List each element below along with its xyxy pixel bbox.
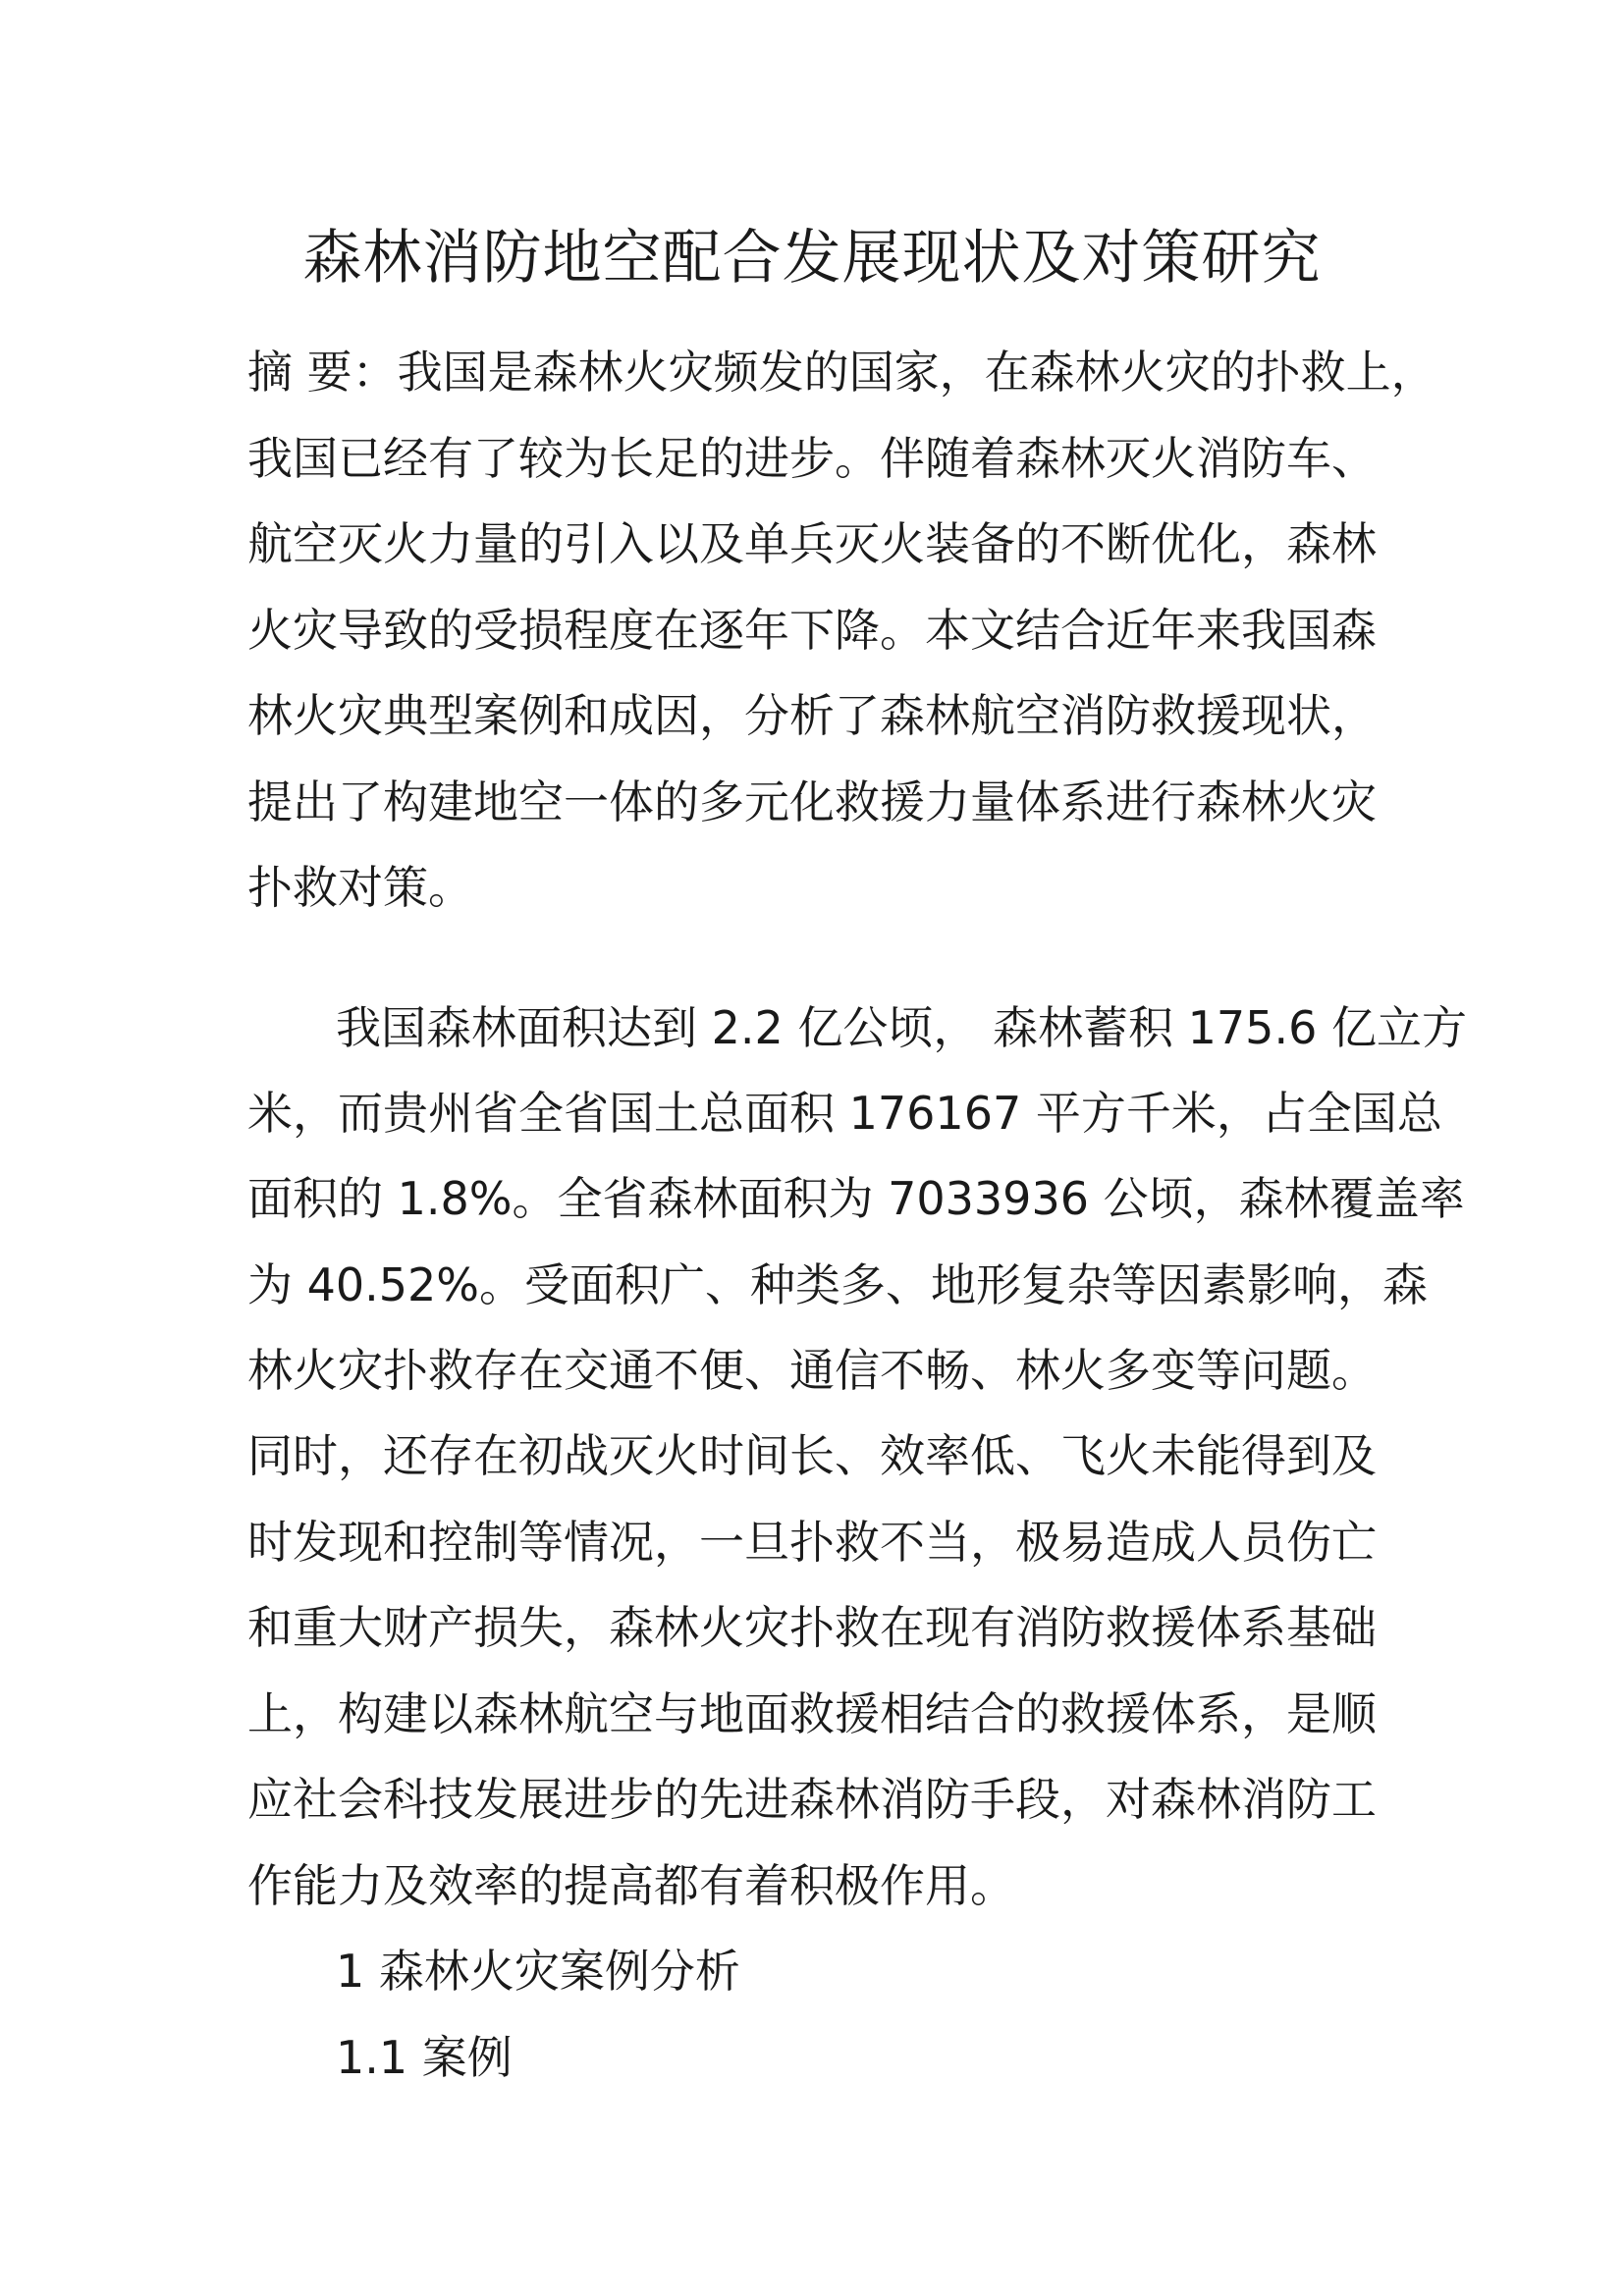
- abstract-line: 摘 要：我国是森林火灾频发的国家，在森林火灾的扑救上，: [247, 346, 1436, 399]
- intro-line: 面积的 1.8%。全省森林面积为 7033936 公顷，森林覆盖率: [247, 1172, 1465, 1225]
- document-title: 森林消防地空配合发展现状及对策研究: [302, 224, 1322, 293]
- abstract-line: 林火灾典型案例和成因，分析了森林航空消防救援现状，: [247, 689, 1377, 742]
- intro-line: 应社会科技发展进步的先进森林消防手段，对森林消防工: [247, 1773, 1377, 1826]
- intro-line: 时发现和控制等情况，一旦扑救不当，极易造成人员伤亡: [247, 1516, 1377, 1569]
- intro-line: 和重大财产损失，森林火灾扑救在现有消防救援体系基础: [247, 1601, 1377, 1654]
- intro-line: 作能力及效率的提高都有着积极作用。: [247, 1859, 1015, 1912]
- intro-line: 我国森林面积达到 2.2 亿公顷， 森林蓄积 175.6 亿立方: [336, 1001, 1467, 1054]
- intro-line: 米，而贵州省全省国土总面积 176167 平方千米，占全国总: [247, 1087, 1442, 1140]
- section-heading: 1 森林火灾案例分析: [336, 1945, 740, 1998]
- abstract-line: 我国已经有了较为长足的进步。伴随着森林灭火消防车、: [247, 432, 1377, 485]
- intro-line: 上，构建以森林航空与地面救援相结合的救援体系，是顺: [247, 1687, 1377, 1740]
- intro-line: 同时，还存在初战灭火时间长、效率低、飞火未能得到及: [247, 1429, 1377, 1482]
- abstract-line: 火灾导致的受损程度在逐年下降。本文结合近年来我国森: [247, 604, 1377, 657]
- intro-line: 林火灾扑救存在交通不便、通信不畅、林火多变等问题。: [247, 1344, 1377, 1397]
- subsection-heading: 1.1 案例: [336, 2031, 513, 2084]
- abstract-line: 提出了构建地空一体的多元化救援力量体系进行森林火灾: [247, 775, 1377, 828]
- intro-line: 为 40.52%。受面积广、种类多、地形复杂等因素影响，森: [247, 1258, 1429, 1311]
- abstract-line: 扑救对策。: [247, 861, 473, 914]
- abstract-line: 航空灭火力量的引入以及单兵灭火装备的不断优化，森林: [247, 517, 1377, 570]
